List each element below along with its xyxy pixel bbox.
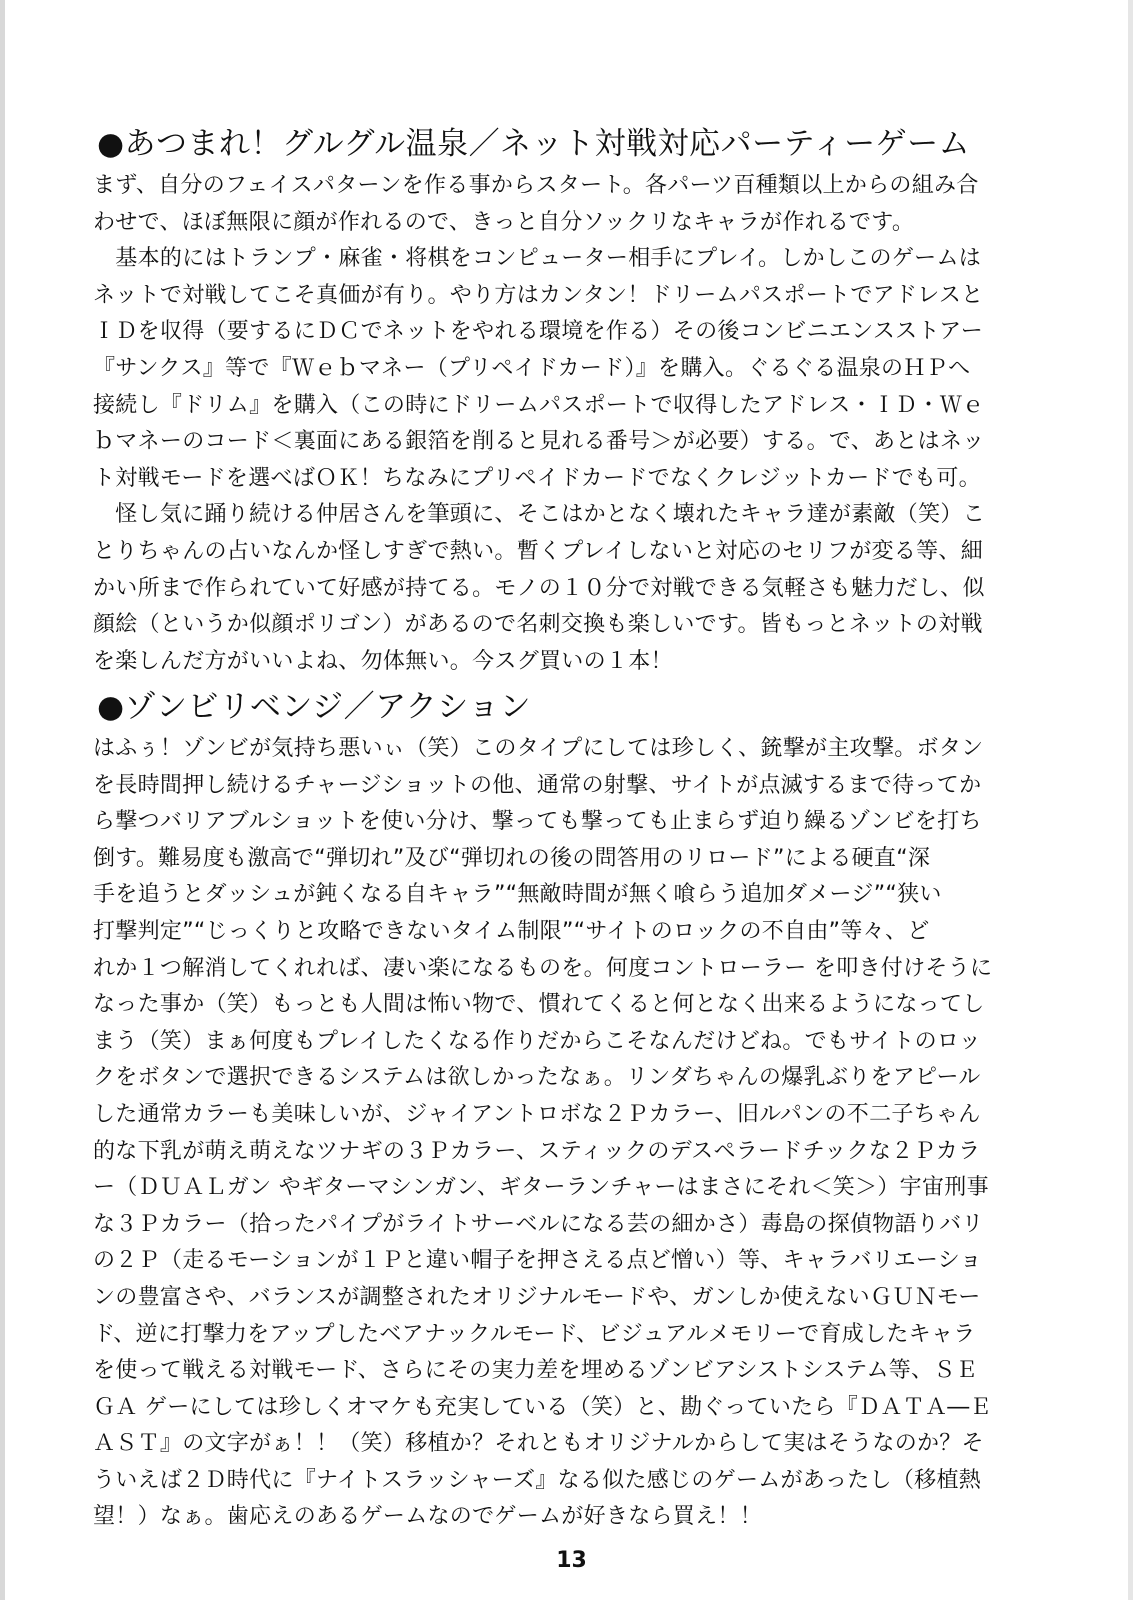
body-line: ド、逆に打撃力をアップしたベアナックルモード、ビジュアルメモリーで育成したキャラ (93, 1321, 976, 1347)
body-line: わせで、ほぼ無限に顔が作れるので、きっと自分ソックリなキャラが作れるです。 (93, 209, 915, 235)
body-line: 基本的にはトランプ・麻雀・将棋をコンピューター相手にプレイ。しかしこのゲームは (93, 246, 982, 272)
body-line: ら撃つバリアブルショットを使い分け、撃っても撃っても止まらず迫り繰るゾンビを打ち (93, 809, 982, 835)
article-body (93, 731, 1053, 1536)
article-body (93, 168, 1053, 680)
body-line: 怪し気に踊り続ける仲居さんを筆頭に、そこはかとなく壊れたキャラ達が素敵（笑）こ (93, 502, 986, 528)
body-line: とりちゃんの占いなんか怪しすぎで熱い。暫くプレイしないと対応のセリフが変る等、細 (93, 538, 984, 564)
body-line: を楽しんだ方がいいよね、勿体無い。今スグ買いの１本！ (93, 648, 673, 674)
article-heading: ●ゾンビリベンジ／アクション (97, 689, 532, 725)
page-number: 13 (556, 1548, 587, 1573)
body-line: かい所まで作られていて好感が持てる。モノの１０分で対戦できる気軽さも魅力だし、似 (93, 575, 985, 601)
article-zombie-revenge (93, 685, 1053, 1536)
body-line: ＧＡ ゲーにしては珍しくオマケも充実している（笑）と、勘ぐっていたら『ＤＡＴＡ―Ｅ (93, 1394, 992, 1420)
body-line: ー（ＤＵＡＬガン やギターマシンガン、ギターランチャーはまさにそれ＜笑＞）宇宙刑事 (93, 1175, 989, 1201)
body-line: 『サンクス』等で『Ｗｅｂマネー（プリペイドカード）』を購入。ぐるぐる温泉のＨＰへ (93, 355, 971, 381)
body-line: ｂマネーのコード＜裏面にある銀箔を削ると見れる番号＞が必要）する。で、あとはネッ (93, 429, 985, 455)
article-heading: ●あつまれ！グルグル温泉／ネット対戦対応パーティーゲーム (97, 126, 971, 162)
body-line: ンの豊富さや、バランスが調整されたオリジナルモードや、ガンしか使えないＧＵＮモー (93, 1284, 981, 1310)
body-line: ＩＤを収得（要するにＤＣでネットをやれる環境を作る）その後コンビニエンスストアー (93, 319, 984, 345)
body-line: 打撃判定”“じっくりと攻略できないタイム制限”“サイトのロックの不自由”等々、ど (93, 918, 930, 944)
article-guruguru-onsen (93, 122, 1053, 680)
body-line: なった事か（笑）もっとも人間は怖い物で、慣れてくると何となく出来るようになってし (93, 992, 985, 1018)
body-line: れか１つ解消してくれれば、凄い楽になるものを。何度コントローラー を叩き付けそうに (93, 955, 993, 981)
body-line: ネットで対戦してこそ真価が有り。やり方はカンタン！ドリームパスポートでアドレスと (93, 282, 984, 308)
body-line: まず、自分のフェイスパターンを作る事からスタート。各パーツ百種類以上からの組み合 (93, 173, 979, 198)
body-line: はふぅ！ゾンビが気持ち悪いぃ（笑）このタイプにしては珍しく、銃撃が主攻撃。ボタン (93, 736, 984, 761)
body-line: 手を追うとダッシュが鈍くなる自キャラ”“無敵時間が無く喰らう追加ダメージ”“狭い (93, 882, 942, 908)
body-line: 的な下乳が萌え萌えなツナギの３Ｐカラー、スティックのデスペラードチックな２Ｐカラ (93, 1138, 981, 1164)
body-line: の２Ｐ（走るモーションが１Ｐと違い帽子を押さえる点ど憎い）等、キャラバリエーショ (93, 1248, 982, 1274)
body-line: 倒す。難易度も激高で“弾切れ”及び“弾切れの後の問答用のリロード”による硬直“深 (93, 845, 931, 871)
body-line: まう（笑）まぁ何度もプレイしたくなる作りだからこそなんだけどね。でもサイトのロッ (93, 1028, 982, 1054)
body-line: 接続し『ドリム』を購入（この時にドリームパスポートで収得したアドレス・ＩＤ・Ｗｅ (93, 392, 985, 418)
body-line: 顔絵（というか似顔ポリゴン）があるので名刺交換も楽しいです。皆もっとネットの対戦 (93, 612, 983, 638)
body-line: 望！）なぁ。歯応えのあるゲームなのでゲームが好きなら買え！！ (93, 1504, 763, 1530)
body-line: を使って戦える対戦モード、さらにその実力差を埋めるゾンビアシストシステム等、ＳＥ (93, 1358, 978, 1384)
body-line: ういえば２Ｄ時代に『ナイトスラッシャーズ』なる似た感じのゲームがあったし（移植熱 (93, 1467, 982, 1493)
body-line: した通常カラーも美味しいが、ジャイアントロボな２Ｐカラー、旧ルパンの不二子ちゃん (93, 1101, 981, 1127)
body-line: ＡＳＴ』の文字がぁ！！（笑）移植か？それともオリジナルからして実はそうなのか？そ (93, 1431, 984, 1457)
body-line: な３Ｐカラー（拾ったパイプがライトサーベルになる芸の細かさ）毒島の探偵物語りバリ (93, 1211, 984, 1237)
body-line: ト対戦モードを選べばＯＫ！ちなみにプリペイドカードでなくクレジットカードでも可。 (93, 465, 981, 491)
body-line: を長時間押し続けるチャージショットの他、通常の射撃、サイトが点滅するまで待ってか (93, 772, 982, 798)
body-line: クをボタンで選択できるシステムは欲しかったなぁ。リンダちゃんの爆乳ぶりをアピール (93, 1065, 981, 1091)
